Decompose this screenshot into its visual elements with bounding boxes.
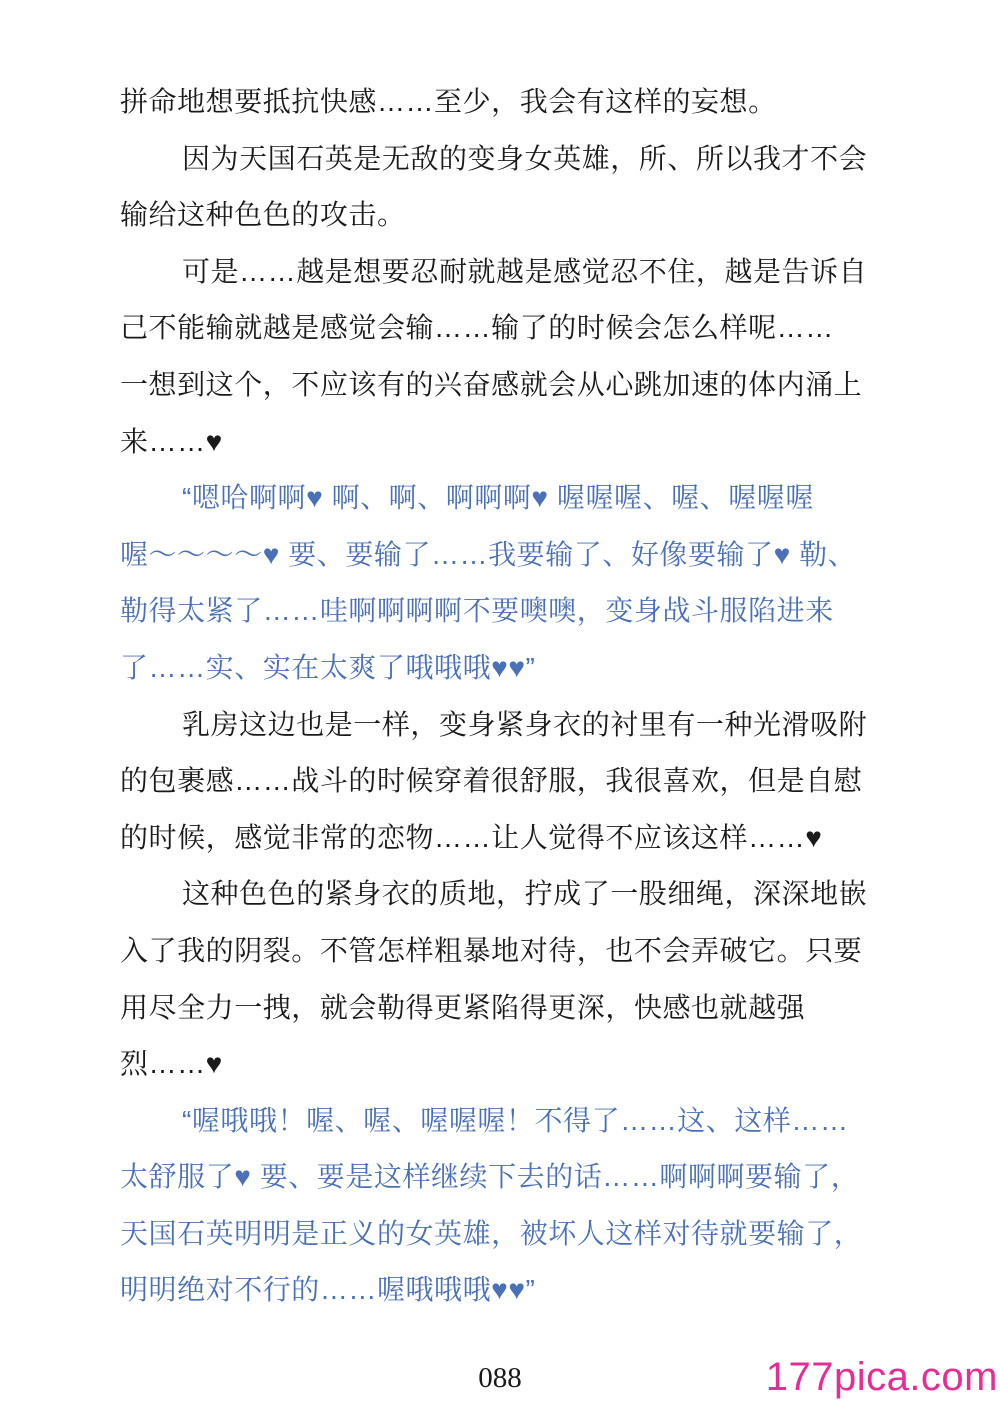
- text-line: 来……♥: [120, 425, 223, 457]
- page-number: 088: [478, 1362, 522, 1394]
- text-line: 明明绝对不行的……喔哦哦哦♥♥”: [120, 1274, 536, 1306]
- paragraph-dialogue: [120, 1093, 872, 1319]
- page-text: [120, 74, 872, 1319]
- text-line: 这种色色的紧身衣的质地，拧成了一股细绳，深深地嵌: [182, 878, 868, 910]
- text-line: 乳房这边也是一样，变身紧身衣的衬里有一种光滑吸附: [182, 708, 868, 740]
- text-line: 输给这种色色的攻击。: [120, 199, 406, 231]
- text-line: 入了我的阴裂。不管怎样粗暴地对待，也不会弄破它。只要: [120, 934, 863, 966]
- text-line: 勒得太紧了……哇啊啊啊啊不要噢噢，变身战斗服陷进来: [120, 595, 834, 627]
- text-line: 的包裹感……战斗的时候穿着很舒服，我很喜欢，但是自慰: [120, 765, 863, 797]
- paragraph-dialogue: [120, 470, 872, 696]
- watermark: 177pica.com: [765, 1355, 998, 1399]
- paragraph-narration: [120, 244, 872, 470]
- text-line: 因为天国石英是无敌的变身女英雄，所、所以我才不会: [182, 142, 868, 174]
- paragraph-narration: [120, 866, 872, 1092]
- text-line: 烈……♥: [120, 1048, 223, 1080]
- text-line: 喔～～～～♥ 要、要输了……我要输了、好像要输了♥ 勒、: [120, 538, 857, 570]
- text-line: 的时候，感觉非常的恋物……让人觉得不应该这样……♥: [120, 821, 823, 853]
- text-line: 己不能输就越是感觉会输……输了的时候会怎么样呢……: [120, 312, 834, 344]
- text-line: 可是……越是想要忍耐就越是感觉忍不住，越是告诉自: [182, 255, 868, 287]
- paragraph-narration: [120, 74, 872, 131]
- text-line: “喔哦哦！喔、喔、喔喔喔！不得了……这、这样……: [182, 1104, 849, 1136]
- paragraph-narration: [120, 131, 872, 244]
- text-line: 了……实、实在太爽了哦哦哦♥♥”: [120, 651, 536, 683]
- text-line: 用尽全力一拽，就会勒得更紧陷得更深，快感也就越强: [120, 991, 806, 1023]
- text-line: 拼命地想要抵抗快感……至少，我会有这样的妄想。: [120, 86, 777, 117]
- text-line: 天国石英明明是正义的女英雄，被坏人这样对待就要输了，: [120, 1217, 863, 1249]
- text-line: 一想到这个，不应该有的兴奋感就会从心跳加速的体内涌上: [120, 368, 863, 400]
- text-line: 太舒服了♥ 要、要是这样继续下去的话……啊啊啊要输了，: [120, 1161, 860, 1193]
- text-line: “嗯哈啊啊♥ 啊、啊、啊啊啊♥ 喔喔喔、喔、喔喔喔: [182, 482, 814, 514]
- paragraph-narration: [120, 697, 872, 867]
